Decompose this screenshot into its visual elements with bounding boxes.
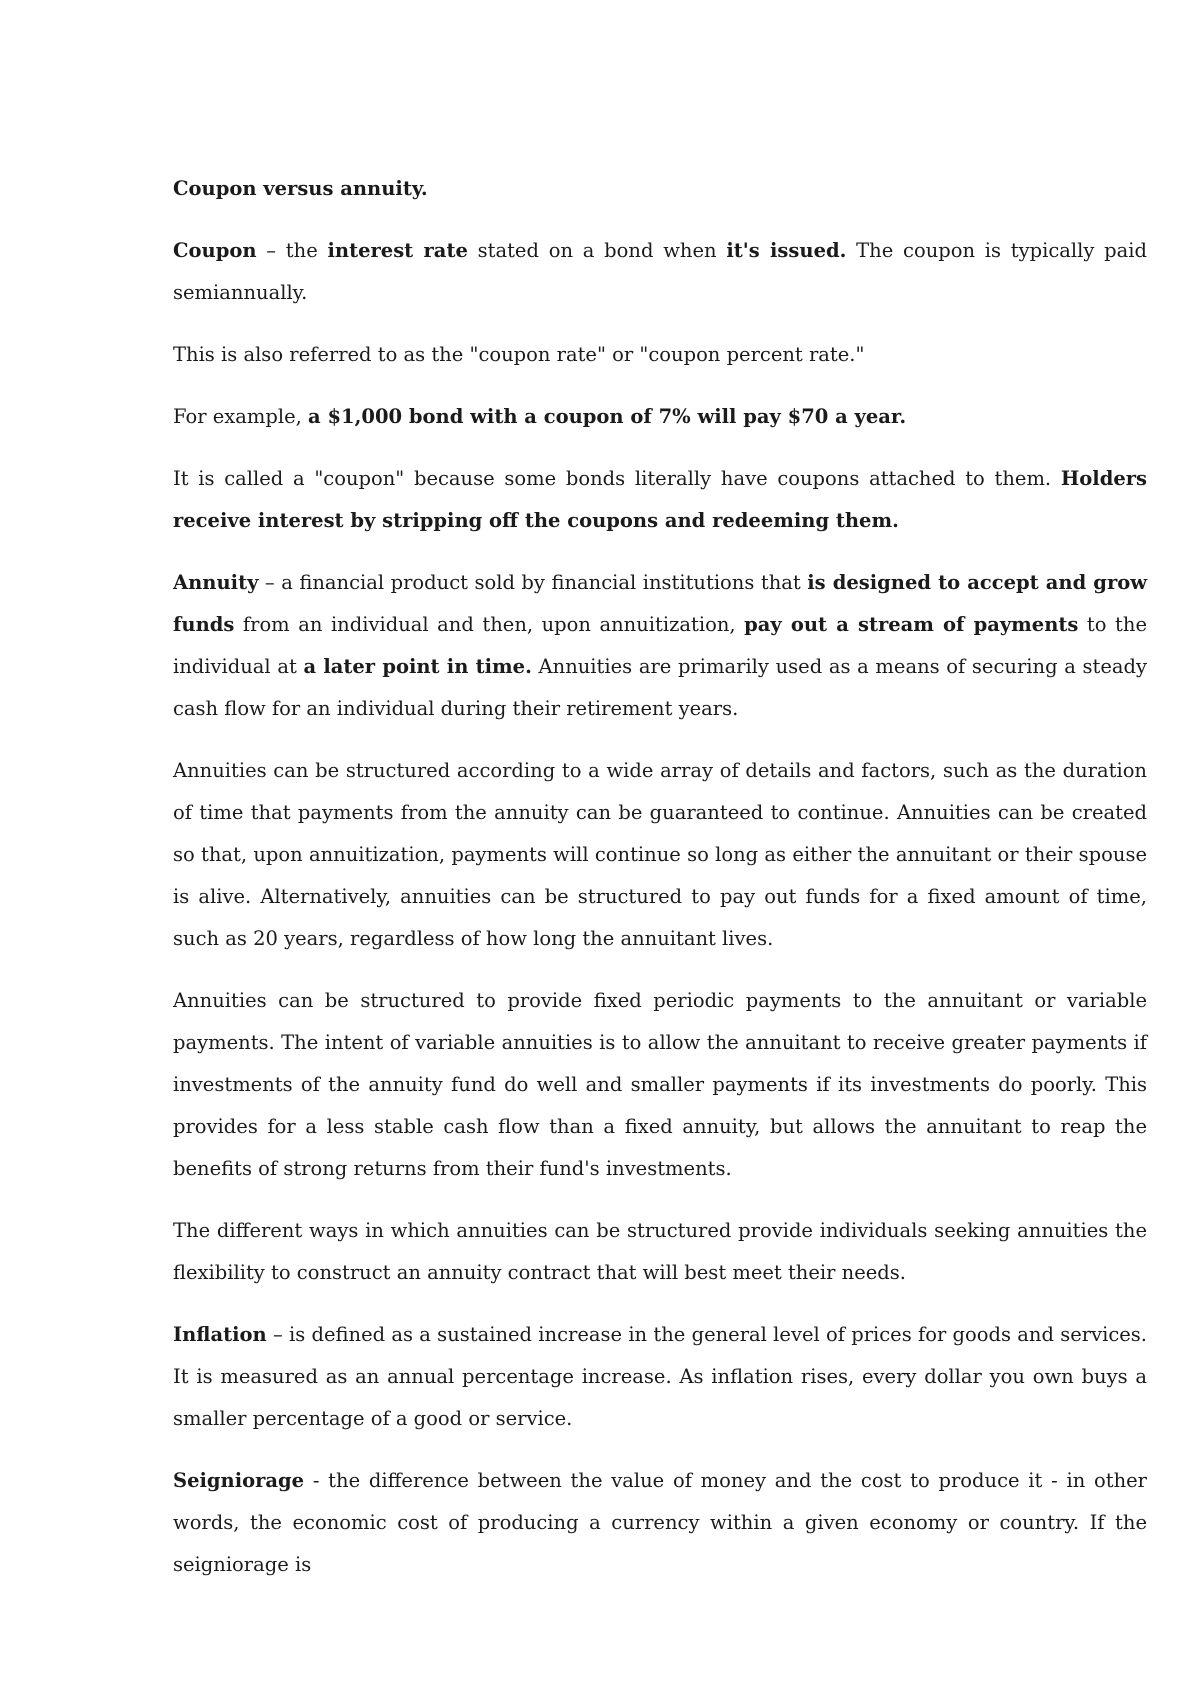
text-segment: It is called a "coupon" because some bonds literally have coupons attached to them. bbox=[173, 467, 1061, 490]
bold-text-segment: Inflation bbox=[173, 1323, 267, 1346]
text-segment: from an individual and then, upon annuitization, bbox=[234, 613, 745, 636]
text-segment: – a financial product sold by financial institutions that bbox=[258, 571, 808, 594]
text-segment: The coupon is typically paid semiannually. bbox=[173, 239, 1148, 304]
document-paragraph bbox=[173, 230, 1147, 314]
bold-text-segment: a later point in time. bbox=[303, 655, 532, 678]
text-segment: For example, bbox=[173, 405, 309, 428]
document-paragraph bbox=[173, 1210, 1147, 1294]
text-segment: to the individual at bbox=[173, 613, 1147, 678]
document-body bbox=[173, 168, 1147, 1606]
bold-text-segment: interest rate bbox=[327, 239, 468, 262]
document-paragraph bbox=[173, 1314, 1147, 1440]
document-title-text: Coupon versus annuity. bbox=[173, 177, 428, 200]
document-paragraph bbox=[173, 334, 1147, 376]
bold-text-segment: Annuity bbox=[173, 571, 259, 594]
bold-text-segment: is designed to accept and grow funds bbox=[173, 571, 1148, 636]
text-segment: Annuities are primarily used as a means of securing a steady cash flow for an individual during their retirement years. bbox=[173, 655, 1147, 720]
text-segment: - the difference between the value of money and the cost to produce it - in other words, the economic cost of producing a currency within a given economy or country. If the seigniorage is bbox=[173, 1469, 1147, 1576]
text-segment: stated on a bond when bbox=[467, 239, 727, 262]
bold-text-segment: Holders receive interest by stripping off the coupons and redeeming them. bbox=[173, 467, 1147, 532]
text-segment: – is defined as a sustained increase in the general level of prices for goods and services. It is measured as an annual percentage increase. As inflation rises, every dollar you own buys a smaller percentage of a good or service. bbox=[173, 1323, 1147, 1430]
document-paragraph bbox=[173, 458, 1147, 542]
text-segment: This is also referred to as the "coupon rate" or "coupon percent rate." bbox=[173, 343, 865, 366]
text-segment: Annuities can be structured according to a wide array of details and factors, such as the duration of time that payments from the annuity can be guaranteed to continue. Annuities can be created so that, upon annuitization, payments will continue so long as either the annuitant or their spouse is alive. Alternatively, annuities can be structured to pay out funds for a fixed amount of time, such as 20 years, regardless of how long the annuitant lives. bbox=[173, 759, 1147, 950]
document-title bbox=[173, 168, 1147, 210]
document-paragraph bbox=[173, 1460, 1147, 1586]
text-segment: – the bbox=[256, 239, 328, 262]
bold-text-segment: Coupon bbox=[173, 239, 257, 262]
document-paragraph bbox=[173, 396, 1147, 438]
text-segment: The different ways in which annuities can be structured provide individuals seeking annuities the flexibility to construct an annuity contract that will best meet their needs. bbox=[173, 1219, 1147, 1284]
bold-text-segment: Seigniorage bbox=[173, 1469, 305, 1492]
document-paragraph bbox=[173, 750, 1147, 960]
bold-text-segment: a $1,000 bond with a coupon of 7% will pay $70 a year. bbox=[308, 405, 907, 428]
bold-text-segment: pay out a stream of payments bbox=[744, 613, 1079, 636]
document-paragraph bbox=[173, 980, 1147, 1190]
bold-text-segment: it's issued. bbox=[726, 239, 847, 262]
document-paragraph bbox=[173, 562, 1147, 730]
text-segment: Annuities can be structured to provide fixed periodic payments to the annuitant or variable payments. The intent of variable annuities is to allow the annuitant to receive greater payments if investments of the annuity fund do well and smaller payments if its investments do poorly. This provides for a less stable cash flow than a fixed annuity, but allows the annuitant to reap the benefits of strong returns from their fund's investments. bbox=[173, 989, 1147, 1180]
